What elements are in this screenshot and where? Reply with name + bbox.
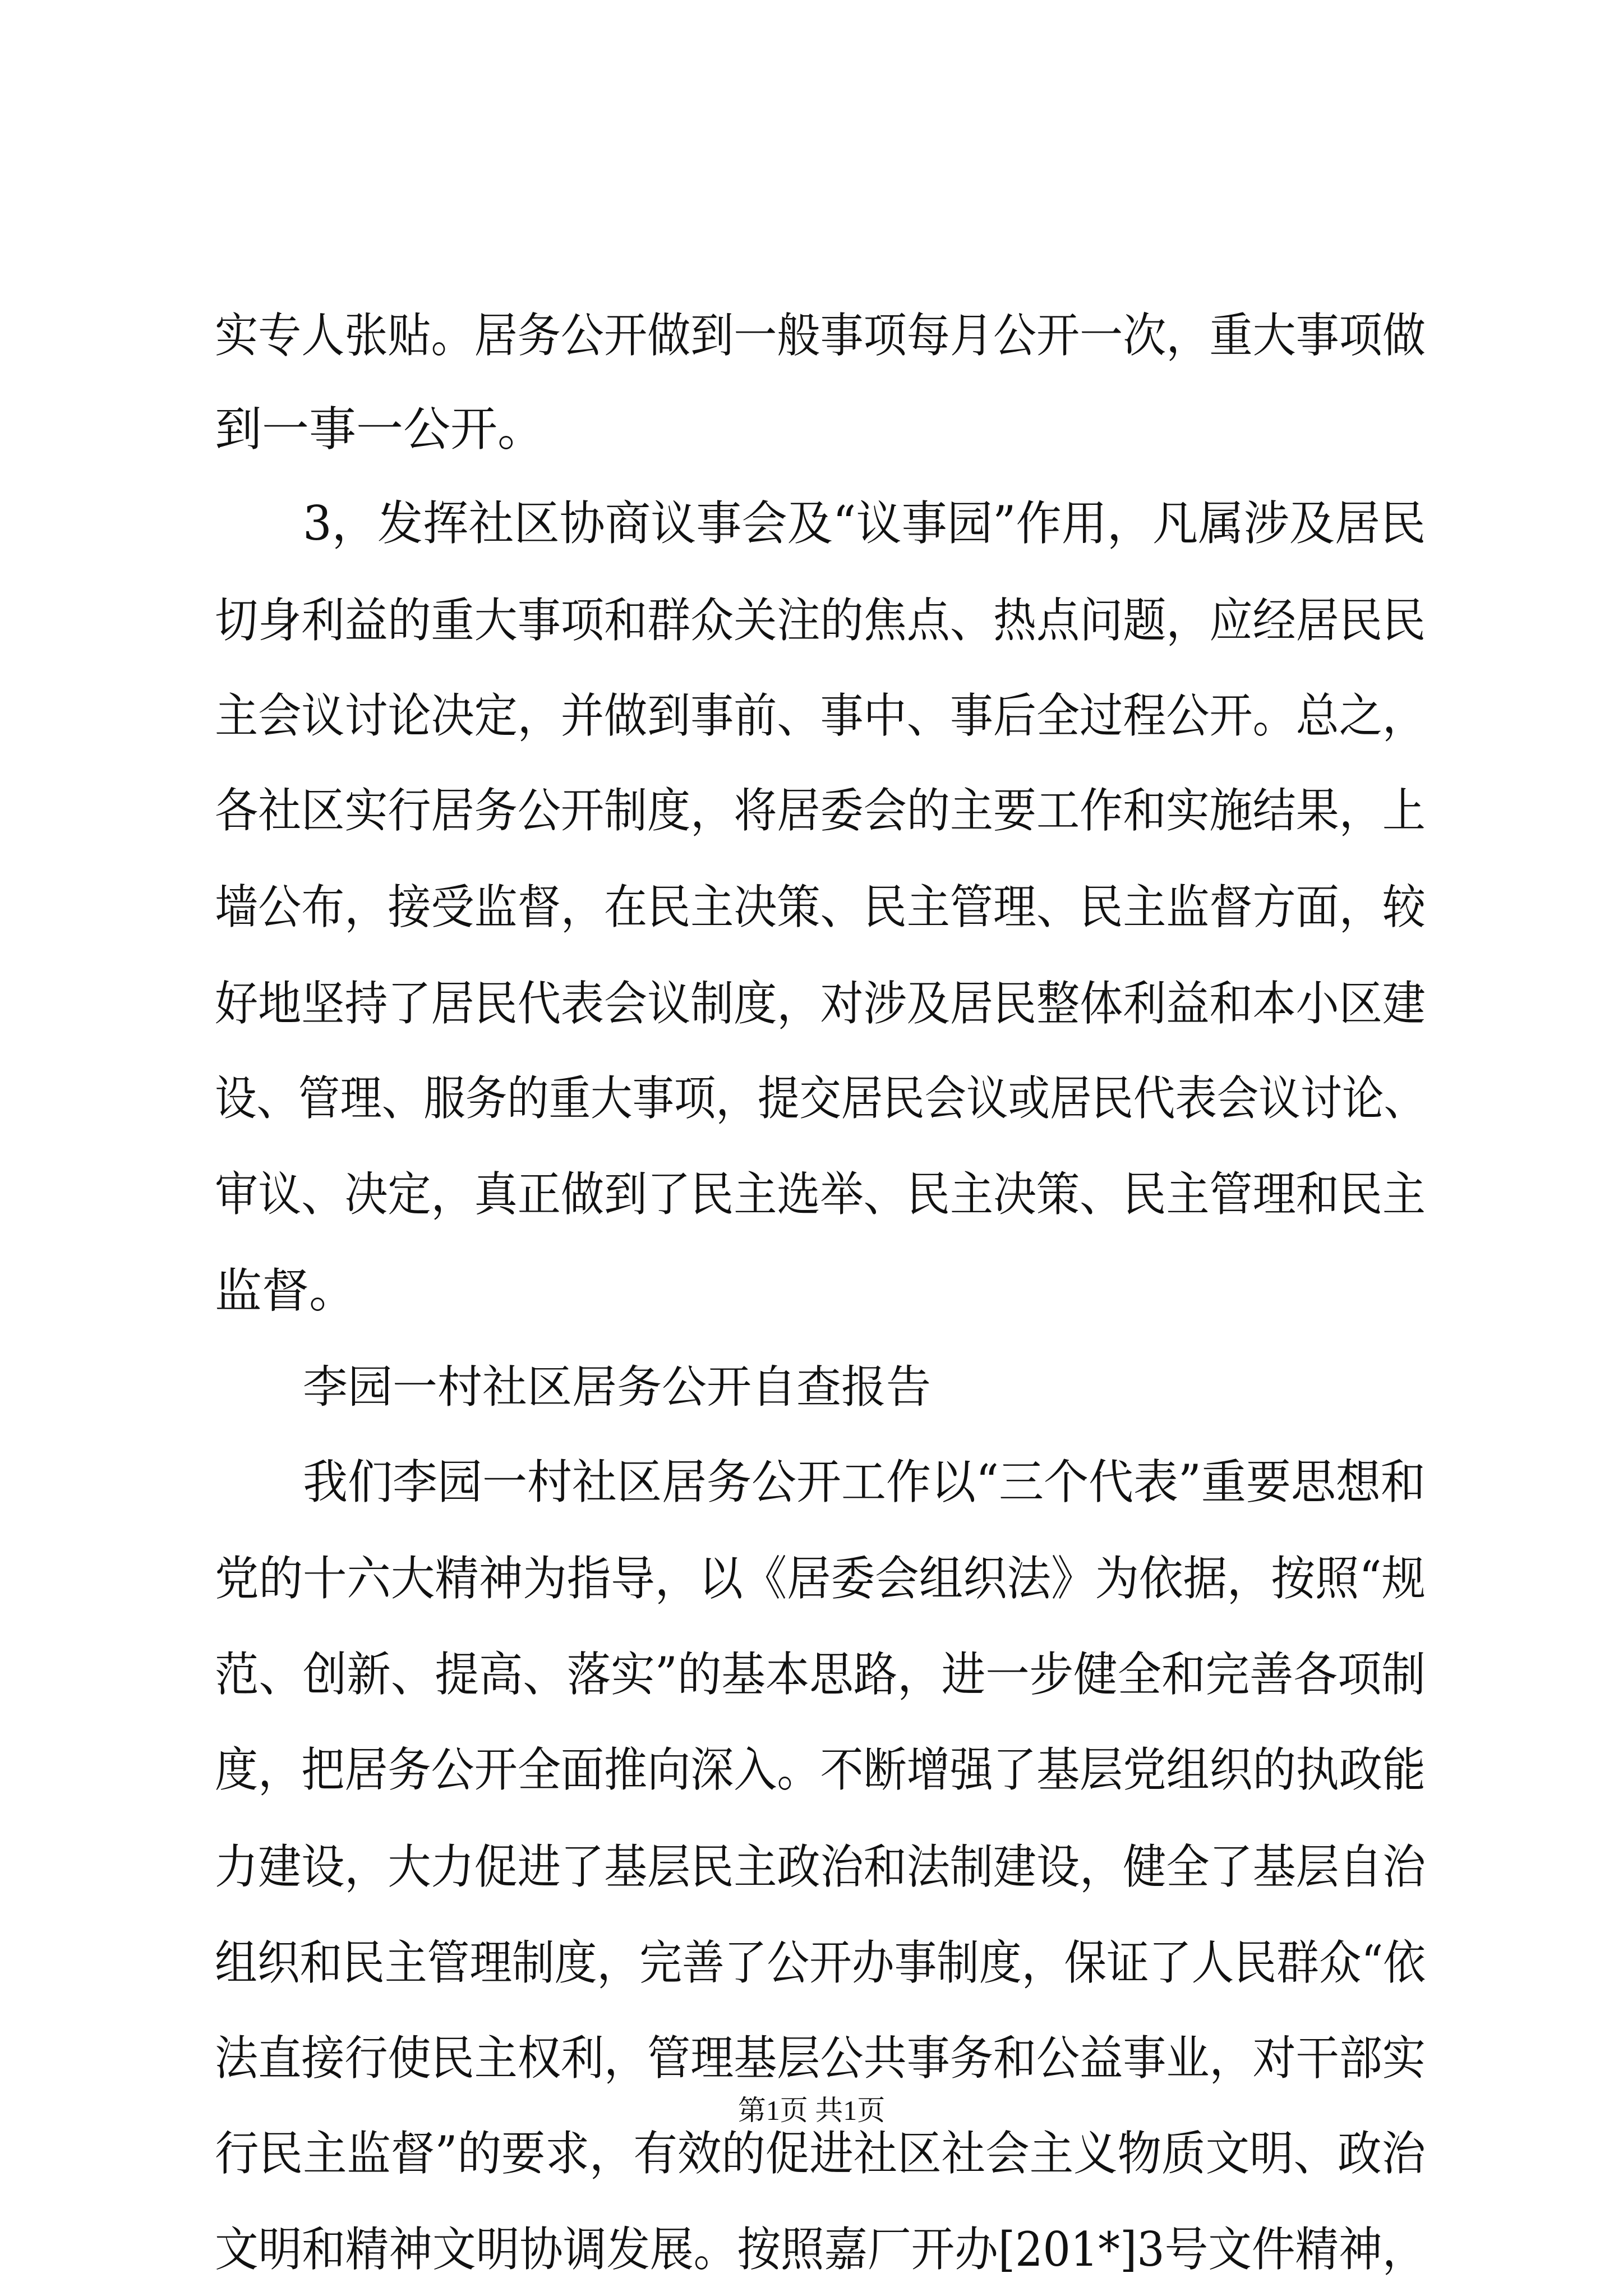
text-line-content: 实专人张贴。居务公开做到一般事项每月公开一次，重大事项做 bbox=[215, 308, 1426, 363]
text-line-content: 行民主监督”的要求，有效的促进社区社会主义物质文明、政治 bbox=[215, 2126, 1426, 2181]
text-line-content: 力建设，大力促进了基层民主政治和法制建设，健全了基层自治 bbox=[215, 1839, 1426, 1894]
text-line-content: 党的十六大精神为指导，以《居委会组织法》为依据，按照“规 bbox=[215, 1551, 1426, 1606]
text-line-content: 监督。 bbox=[215, 1263, 357, 1318]
text-line-content: 我们李园一村社区居务公开工作以“三个代表”重要思想和 bbox=[303, 1455, 1426, 1510]
text-line-content: 法直接行使民主权利，管理基层公共事务和公益事业，对干部实 bbox=[215, 2031, 1426, 2086]
text-line-content: 度，把居务公开全面推向深入。不断增强了基层党组织的执政能 bbox=[215, 1742, 1426, 1797]
page-number-text: 第1页 共1页 bbox=[737, 2095, 886, 2126]
text-line-content: 审议、决定，真正做到了民主选举、民主决策、民主管理和民主 bbox=[215, 1167, 1426, 1222]
text-line-content: 各社区实行居务公开制度，将居委会的主要工作和实施结果，上 bbox=[215, 783, 1426, 838]
text-line-content: 范、创新、提高、落实”的基本思路，进一步健全和完善各项制 bbox=[215, 1647, 1426, 1702]
text-line-content: 到一事一公开。 bbox=[215, 402, 545, 457]
text-line-content: 好地坚持了居民代表会议制度，对涉及居民整体利益和本小区建 bbox=[215, 976, 1426, 1031]
page-footer-visible bbox=[0, 2091, 1623, 2130]
text-line-content: 文明和精神文明协调发展。按照嘉厂开办[201*]3号文件精神， bbox=[215, 2222, 1426, 2277]
text-line-content: 主会议讨论决定，并做到事前、事中、事后全过程公开。总之， bbox=[215, 688, 1426, 743]
text-line-content: 墙公布，接受监督，在民主决策、民主管理、民主监督方面，较 bbox=[215, 880, 1426, 935]
text-line-content: 设、管理、服务的重大事项，提交居民会议或居民代表会议讨论、 bbox=[215, 1071, 1426, 1126]
text-line-content: 3，发挥社区协商议事会及“议事园”作用，凡属涉及居民 bbox=[303, 496, 1426, 551]
text-line-content: 切身利益的重大事项和群众关注的焦点、热点问题，应经居民民 bbox=[215, 593, 1426, 648]
section-title: 李园一村社区居务公开自查报告 bbox=[303, 1361, 931, 1413]
text-line-content: 组织和民主管理制度，完善了公开办事制度，保证了人民群众“依 bbox=[215, 1935, 1426, 1990]
